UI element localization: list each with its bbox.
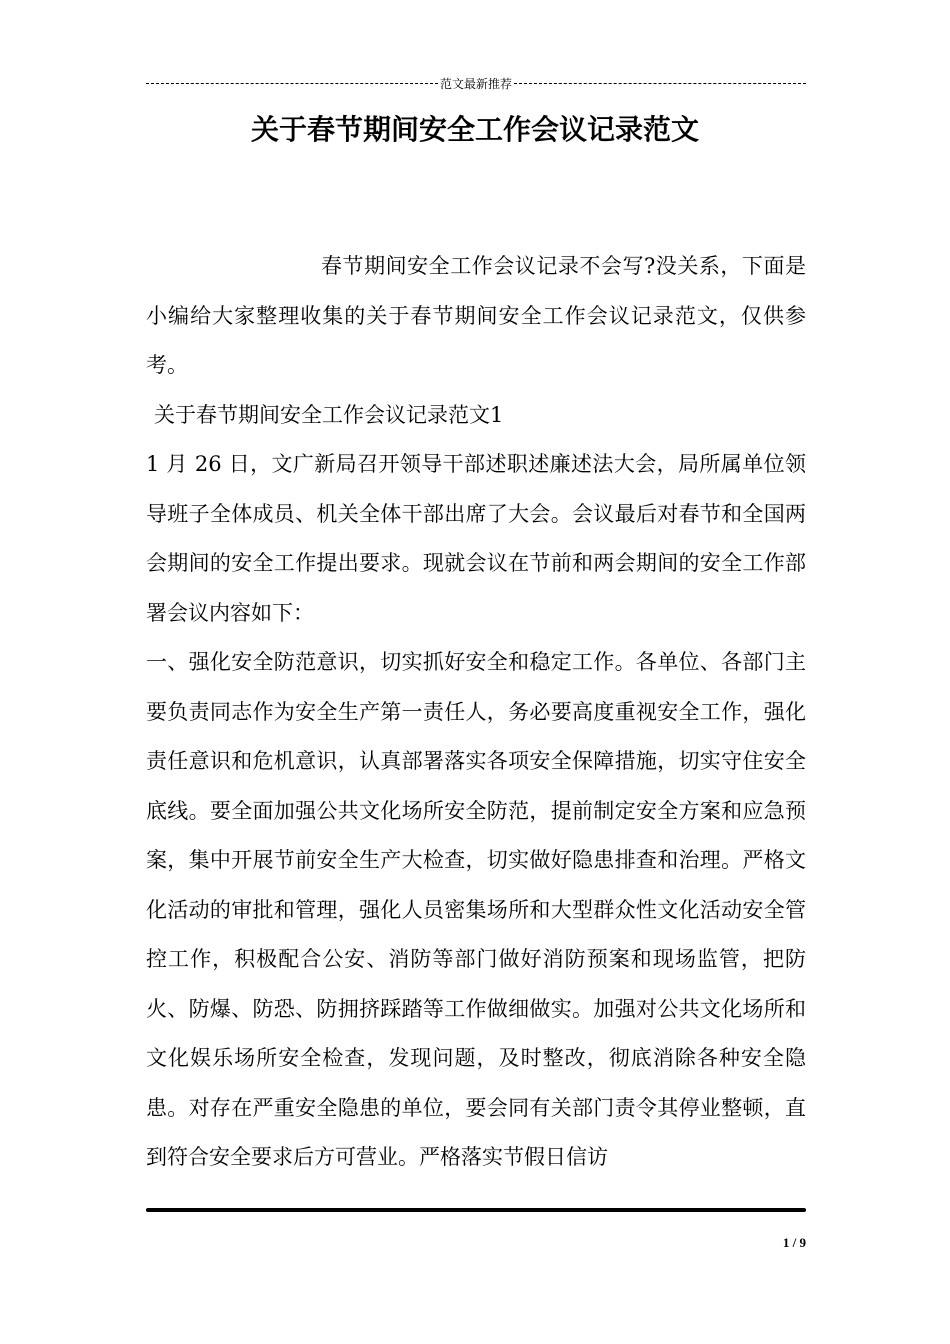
page-number: 1 / 9 [782, 1235, 806, 1250]
paragraph-1: 1 月 26 日，文广新局召开领导干部述职述廉述法大会，局所属单位领导班子全体成员、机关全体干部出席了大会。会议最后对春节和全国两会期间的安全工作提出要求。现就会议在节前和两会期间的安全工作部署会议内容如下： [146, 452, 806, 625]
header-dashed-rule-left [146, 83, 438, 84]
header-dashed-rule-right [514, 83, 806, 84]
document-title: 关于春节期间安全工作会议记录范文 [250, 113, 699, 146]
intro-paragraph: 春节期间安全工作会议记录不会写?没关系，下面是小编给大家整理收集的关于春节期间安全工作会议记录范文，仅供参考。 [146, 254, 806, 377]
footer-rule [146, 1208, 806, 1212]
document-body [146, 242, 806, 1183]
header-banner [146, 75, 806, 91]
paragraph-2: 一、强化安全防范意识，切实抓好安全和稳定工作。各单位、各部门主要负责同志作为安全生产第一责任人，务必要高度重视安全工作，强化责任意识和危机意识，认真部署落实各项安全保障措施，切实守住安全底线。要全面加强公共文化场所安全防范，提前制定安全方案和应急预案，集中开展节前安全生产大检查，切实做好隐患排查和治理。严格文化活动的审批和管理，强化人员密集场所和大型群众性文化活动安全管控工作，积极配合公安、消防等部门做好消防预案和现场监管，把防火、防爆、防恐、防拥挤踩踏等工作做细做实。加强对公共文化场所和文化娱乐场所安全检查，发现问题，及时整改，彻底消除各种安全隐患。对存在严重安全隐患的单位，要会同有关部门责令其停业整顿，直到符合安全要求后方可营业。严格落实节假日信访 [146, 650, 806, 1169]
header-banner-label: 范文最新推荐 [440, 76, 513, 91]
section-title: 关于春节期间安全工作会议记录范文1 [154, 402, 504, 427]
